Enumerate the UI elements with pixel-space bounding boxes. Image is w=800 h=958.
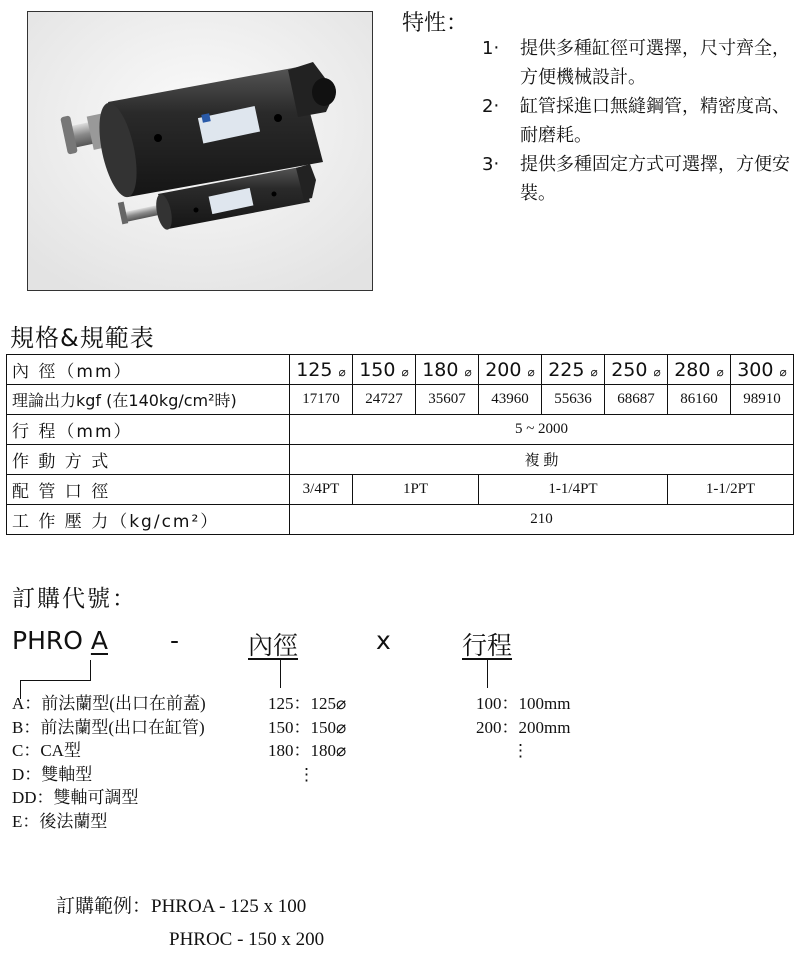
code-dash: - bbox=[170, 626, 180, 655]
force-cell: 35607 bbox=[416, 385, 479, 415]
code-stroke: 行程 bbox=[462, 631, 513, 660]
bore-option: 125：125⌀ bbox=[268, 694, 347, 713]
feature-number: 3‧ bbox=[482, 154, 500, 175]
features-list bbox=[482, 34, 794, 208]
feature-number: 1‧ bbox=[482, 38, 500, 59]
stroke-option: 100：100mm bbox=[476, 694, 571, 713]
port-cell: 1-1/2PT bbox=[668, 475, 794, 505]
type-options bbox=[12, 692, 206, 833]
port-cell: 1-1/4PT bbox=[479, 475, 668, 505]
type-connector-stem bbox=[90, 660, 91, 681]
bore-cell: 200 ⌀ bbox=[479, 355, 542, 385]
bore-cell: 300 ⌀ bbox=[731, 355, 794, 385]
feature-text: 提供多種固定方式可選擇，方便安裝。 bbox=[520, 154, 790, 204]
type-option: E：後法蘭型 bbox=[12, 811, 108, 831]
bore-label: 內 徑（mm） bbox=[7, 355, 290, 385]
type-option: B：前法蘭型(出口在缸管) bbox=[12, 717, 205, 737]
feature-text: 缸管採進口無縫鋼管，精密度高、耐磨耗。 bbox=[520, 96, 790, 146]
example-line: PHROC - 150 x 200 bbox=[169, 929, 325, 950]
force-cell: 17170 bbox=[290, 385, 353, 415]
stroke-option-more: ⋮ bbox=[512, 741, 529, 760]
bore-cell: 250 ⌀ bbox=[605, 355, 668, 385]
force-cell: 43960 bbox=[479, 385, 542, 415]
feature-text: 提供多種缸徑可選擇，尺寸齊全，方便機械設計。 bbox=[520, 38, 790, 88]
force-row bbox=[7, 385, 794, 415]
bore-cell: 180 ⌀ bbox=[416, 355, 479, 385]
code-prefix: PHRO A bbox=[12, 626, 108, 655]
order-title: 訂購代號： bbox=[12, 586, 137, 612]
bore-option-more: ⋮ bbox=[298, 764, 315, 784]
type-option: DD：雙軸可調型 bbox=[12, 788, 139, 807]
stroke-row bbox=[7, 415, 794, 445]
bore-options bbox=[268, 692, 346, 786]
type-option: C：CA型 bbox=[12, 741, 81, 760]
bore-cell: 280 ⌀ bbox=[668, 355, 731, 385]
force-cell: 86160 bbox=[668, 385, 731, 415]
code-bore: 內徑 bbox=[248, 631, 299, 660]
port-cell: 3/4PT bbox=[290, 475, 353, 505]
spec-title: 規格&規範表 bbox=[10, 324, 155, 352]
bore-cell: 125 ⌀ bbox=[290, 355, 353, 385]
feature-number: 2‧ bbox=[482, 96, 500, 117]
features-title: 特性： bbox=[402, 11, 469, 36]
pressure-label: 工 作 壓 力（kg/cm²） bbox=[7, 505, 290, 535]
port-cell: 1PT bbox=[353, 475, 479, 505]
force-label: 理論出力kgf (在140kg/cm²時) bbox=[7, 385, 290, 415]
force-cell: 24727 bbox=[353, 385, 416, 415]
pressure-value: 210 bbox=[290, 505, 794, 535]
port-row bbox=[7, 475, 794, 505]
force-cell: 55636 bbox=[542, 385, 605, 415]
stroke-option: 200：200mm bbox=[476, 717, 571, 737]
stroke-label: 行 程（mm） bbox=[7, 415, 290, 445]
code-type-letter: A bbox=[90, 626, 108, 655]
type-option: D：雙軸型 bbox=[12, 764, 93, 784]
bore-row bbox=[7, 355, 794, 385]
action-row bbox=[7, 445, 794, 475]
product-photo bbox=[27, 11, 373, 291]
force-cell: 68687 bbox=[605, 385, 668, 415]
order-example bbox=[56, 890, 324, 956]
port-label: 配 管 口 徑 bbox=[7, 475, 290, 505]
example-line: PHROA - 125 x 100 bbox=[151, 896, 307, 917]
feature-item bbox=[482, 92, 794, 150]
example-label: 訂購範例： bbox=[56, 896, 152, 917]
bore-cell: 225 ⌀ bbox=[542, 355, 605, 385]
type-option: A：前法蘭型(出口在前蓋) bbox=[12, 694, 206, 713]
force-cell: 98910 bbox=[731, 385, 794, 415]
feature-item bbox=[482, 34, 794, 92]
code-x: x bbox=[376, 626, 391, 655]
action-label: 作 動 方 式 bbox=[7, 445, 290, 475]
bore-connector bbox=[280, 660, 281, 688]
stroke-options bbox=[476, 692, 570, 763]
bore-cell: 150 ⌀ bbox=[353, 355, 416, 385]
bore-option: 180：180⌀ bbox=[268, 741, 347, 760]
stroke-connector bbox=[487, 660, 488, 688]
action-value: 複 動 bbox=[290, 445, 794, 475]
bore-option: 150：150⌀ bbox=[268, 717, 347, 737]
stroke-value: 5 ~ 2000 bbox=[290, 415, 794, 445]
feature-item bbox=[482, 150, 794, 208]
pressure-row bbox=[7, 505, 794, 535]
spec-table bbox=[6, 354, 794, 535]
